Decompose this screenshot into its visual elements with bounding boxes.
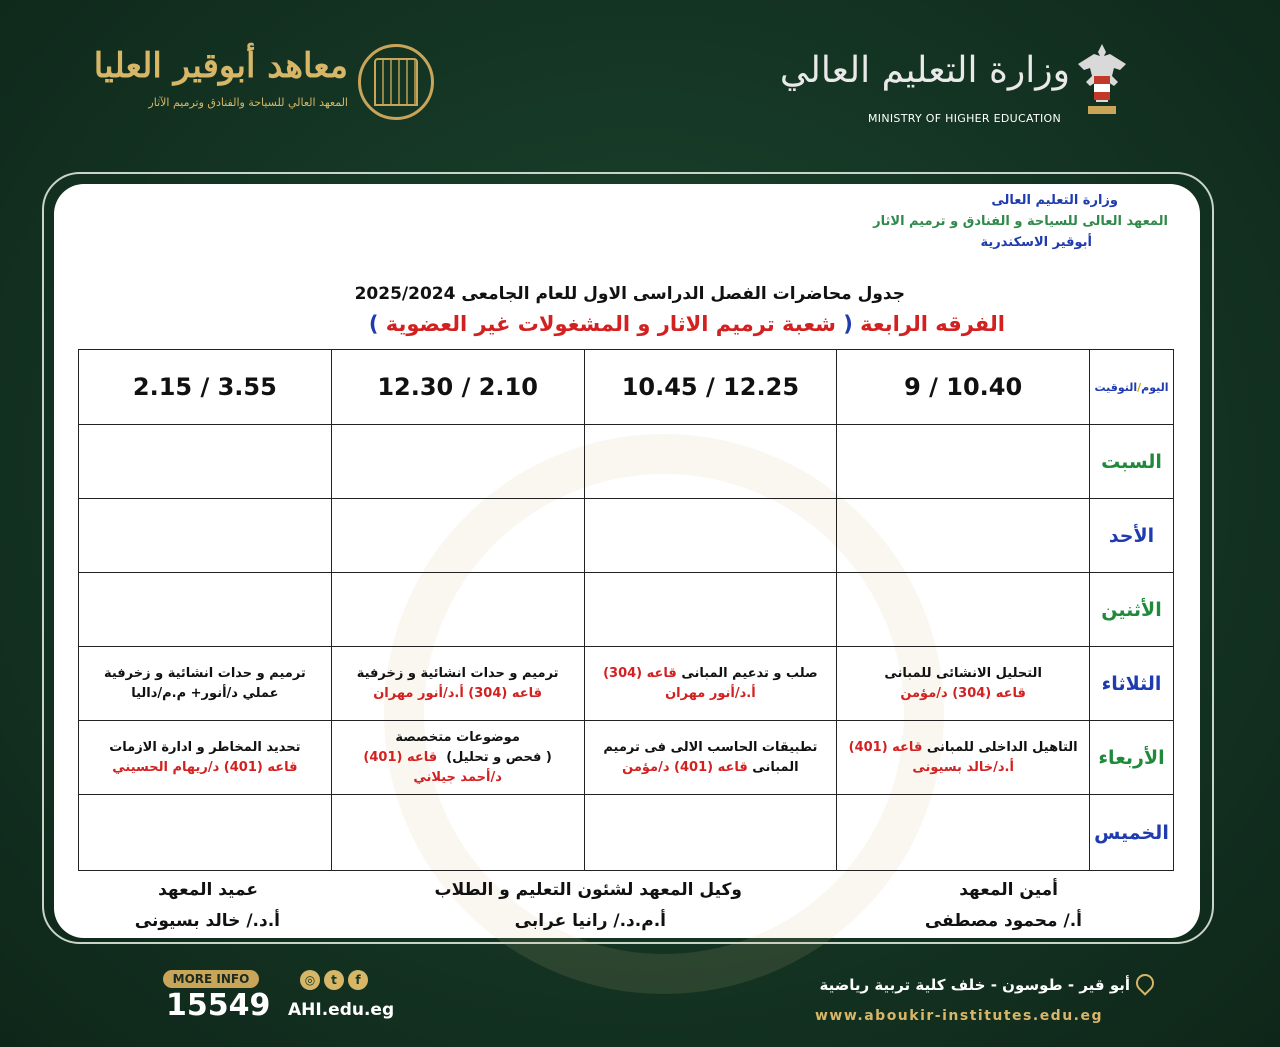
schedule-cell xyxy=(584,795,837,871)
institute-logo xyxy=(93,40,438,130)
registrar-title: أمين المعهد xyxy=(959,880,1058,900)
footer-website-link[interactable]: www.aboukir-institutes.edu.eg xyxy=(815,1008,1104,1024)
time-slot-1: 10.40 / 9 xyxy=(837,350,1090,425)
schedule-cell: موضوعات متخصصة ( فحص و تحليل) قاعه (401) د/أحمد جيلاني xyxy=(331,721,584,795)
schedule-cell: صلب و تدعيم المبانى قاعه (304) أ.د/أنور مهران xyxy=(584,647,837,721)
schedule-cell: التحليل الانشائى للمبانى قاعه (304) د/مؤمن xyxy=(837,647,1090,721)
table-row xyxy=(79,795,1174,871)
subtitle-division: شعبة ترميم الاثار و المشغولات غير العضوية xyxy=(385,312,836,336)
ministry-logo-subtitle: MINISTRY OF HIGHER EDUCATION xyxy=(868,112,1062,125)
schedule-cell xyxy=(584,499,837,573)
schedule-cell xyxy=(331,573,584,647)
schedule-cell xyxy=(79,425,332,499)
schedule-cell: ترميم و حدات انشائية و زخرفية قاعه (304) أ.د/أنور مهران xyxy=(331,647,584,721)
time-slot-3: 2.10 / 12.30 xyxy=(331,350,584,425)
hotline-number: 15549 xyxy=(166,988,271,1023)
time-slot-2: 12.25 / 10.45 xyxy=(584,350,837,425)
table-row xyxy=(79,721,1174,795)
table-row xyxy=(79,499,1174,573)
schedule-cell xyxy=(837,499,1090,573)
social-icons xyxy=(300,970,368,990)
registrar-name: أ./ محمود مصطفى xyxy=(924,911,1082,931)
twitter-icon[interactable]: t xyxy=(324,970,344,990)
time-slot-4: 3.55 / 2.15 xyxy=(79,350,332,425)
schedule-cell xyxy=(837,573,1090,647)
corner-cell: اليوم/التوقيت xyxy=(1090,350,1174,425)
instagram-icon[interactable]: ◎ xyxy=(300,970,320,990)
schedule-cell xyxy=(837,795,1090,871)
institute-emblem-icon xyxy=(358,44,434,120)
day-sunday: الأحد xyxy=(1090,499,1174,573)
ministry-logo xyxy=(779,42,1150,132)
footer-address: أبو قير - طوسون - خلف كلية تربية رياضية xyxy=(819,976,1130,994)
eagle-emblem-icon xyxy=(1074,42,1130,126)
schedule-cell xyxy=(79,499,332,573)
table-header-row xyxy=(79,350,1174,425)
schedule-cell xyxy=(79,795,332,871)
subtitle-level: الفرقه الرابعة xyxy=(860,312,1005,336)
schedule-cell: تحديد المخاطر و ادارة الازمات قاعه (401) د/ريهام الحسيني xyxy=(79,721,332,795)
schedule-cell xyxy=(584,573,837,647)
vice-dean-title: وكيل المعهد لشئون التعليم و الطلاب xyxy=(434,880,742,900)
dean-name: أ.د./ خالد بسيونى xyxy=(134,911,280,931)
day-thursday: الخميس xyxy=(1090,795,1174,871)
schedule-cell xyxy=(331,499,584,573)
schedule-cell xyxy=(837,425,1090,499)
dean-title: عميد المعهد xyxy=(158,880,258,900)
schedule-table xyxy=(78,349,1174,871)
day-monday: الأثنين xyxy=(1090,573,1174,647)
schedule-cell: التاهيل الداخلى للمبانى قاعه (401) أ.د/خالد بسيونى xyxy=(837,721,1090,795)
table-row xyxy=(79,573,1174,647)
day-wednesday: الأربعاء xyxy=(1090,721,1174,795)
schedule-cell xyxy=(331,425,584,499)
ministry-logo-title: وزارة التعليم العالي xyxy=(779,50,1070,91)
institute-logo-subtitle: المعهد العالي للسياحة والفنادق وترميم الآثار xyxy=(148,96,348,109)
schedule-cell xyxy=(331,795,584,871)
day-saturday: السبت xyxy=(1090,425,1174,499)
subtitle-open-paren: ( xyxy=(843,312,853,336)
short-website-link[interactable]: AHI.edu.eg xyxy=(288,1000,395,1020)
facebook-icon[interactable]: f xyxy=(348,970,368,990)
schedule-cell: تطبيقات الحاسب الالى فى ترميم المبانى قاعه (401) د/مؤمن xyxy=(584,721,837,795)
schedule-subtitle xyxy=(369,312,1005,336)
location-pin-icon xyxy=(1132,970,1157,995)
day-tuesday: الثلاثاء xyxy=(1090,647,1174,721)
table-row xyxy=(79,425,1174,499)
schedule-cell: ترميم و حدات انشائية و زخرفية عملي د/أنور+ م.م/داليا xyxy=(79,647,332,721)
header-ministry: وزارة التعليم العالى xyxy=(991,193,1118,208)
vice-dean-name: أ.م.د./ رانيا عرابى xyxy=(514,911,666,931)
schedule-cell xyxy=(584,425,837,499)
header-institute: المعهد العالى للسياحة و الفنادق و ترميم الاثار xyxy=(873,214,1168,229)
subtitle-close-paren: ) xyxy=(368,312,379,336)
more-info-badge: MORE INFO xyxy=(163,970,259,988)
institute-logo-title: معاهد أبوقير العليا xyxy=(93,46,348,86)
table-row xyxy=(79,647,1174,721)
header-location: أبوقير الاسكندرية xyxy=(980,235,1092,250)
schedule-title: جدول محاضرات الفصل الدراسى الاول للعام الجامعى 2025/2024 xyxy=(354,284,905,304)
schedule-cell xyxy=(79,573,332,647)
